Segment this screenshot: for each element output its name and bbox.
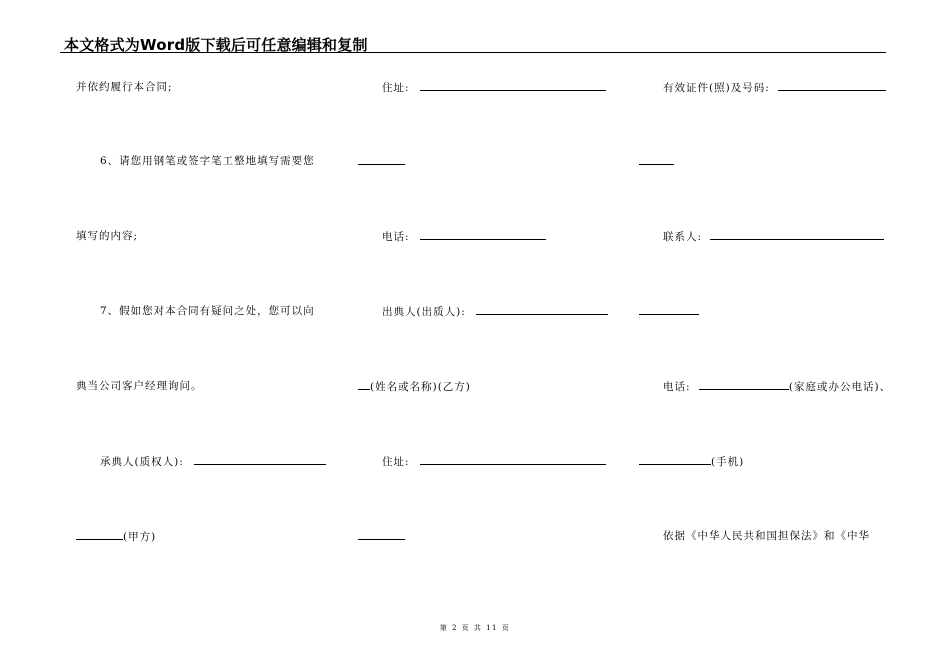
home-office-phone-note: (家庭或办公电话)、 bbox=[788, 381, 892, 393]
pledgee-line bbox=[100, 454, 326, 469]
contact-continuation-blank[interactable] bbox=[639, 304, 699, 315]
pledger-blank-field[interactable] bbox=[476, 304, 608, 315]
pledger-line bbox=[382, 304, 608, 319]
id-number-blank-field[interactable] bbox=[778, 80, 886, 91]
right-line-legal-basis: 依据《中华人民共和国担保法》和《中华 bbox=[663, 530, 870, 542]
pledgee-label: 承典人(质权人): bbox=[100, 456, 184, 468]
middle-blank-row-2 bbox=[358, 529, 405, 544]
party-b-label: (姓名或名称)(乙方) bbox=[370, 381, 471, 393]
left-line-4: 7、假如您对本合同有疑问之处，您可以向 bbox=[100, 305, 315, 317]
party-a-label: (甲方) bbox=[123, 531, 157, 543]
left-line-5: 典当公司客户经理询问。 bbox=[76, 380, 203, 392]
address-label-1: 住址: bbox=[382, 82, 410, 94]
phone-line-2 bbox=[663, 379, 891, 394]
id-number-label: 有效证件(照)及号码: bbox=[663, 82, 770, 94]
home-office-phone-blank[interactable] bbox=[699, 379, 789, 390]
address-blank-field-1[interactable] bbox=[420, 80, 606, 91]
mobile-label: (手机) bbox=[711, 456, 745, 468]
right-blank-row-1 bbox=[639, 154, 674, 169]
id-number-line bbox=[663, 80, 886, 95]
pledgee-blank-field[interactable] bbox=[194, 454, 326, 465]
header-divider bbox=[60, 52, 886, 53]
phone-label-2: 电话: bbox=[663, 381, 691, 393]
mobile-blank-field[interactable] bbox=[639, 454, 711, 465]
left-line-2: 6、请您用钢笔或签字笔工整地填写需要您 bbox=[100, 155, 315, 167]
party-a-blank-field[interactable] bbox=[76, 529, 123, 540]
contact-blank-field[interactable] bbox=[710, 229, 884, 240]
address-line-2 bbox=[382, 454, 606, 469]
address-continuation-blank-2[interactable] bbox=[358, 529, 405, 540]
address-line-1 bbox=[382, 80, 606, 95]
address-blank-field-2[interactable] bbox=[420, 454, 606, 465]
phone-blank-field-1[interactable] bbox=[420, 229, 546, 240]
contact-line bbox=[663, 229, 884, 244]
party-b-line bbox=[358, 379, 471, 394]
pledger-label: 出典人(出质人): bbox=[382, 306, 466, 318]
mobile-line bbox=[639, 454, 744, 469]
page-number-footer: 第 2 页 共 11 页 bbox=[439, 624, 511, 632]
party-a-line bbox=[76, 529, 156, 544]
id-number-continuation-blank[interactable] bbox=[639, 154, 674, 165]
address-label-2: 住址: bbox=[382, 456, 410, 468]
document-header-title: 本文格式为Word版下载后可任意编辑和复制 bbox=[64, 36, 368, 54]
party-b-name-blank[interactable] bbox=[358, 379, 370, 390]
address-continuation-blank-1[interactable] bbox=[358, 154, 405, 165]
left-line-1: 并依约履行本合同; bbox=[76, 81, 173, 93]
right-blank-row-2 bbox=[639, 304, 699, 319]
phone-label-1: 电话: bbox=[382, 231, 410, 243]
contact-label: 联系人: bbox=[663, 231, 703, 243]
middle-blank-row-1 bbox=[358, 154, 405, 169]
left-line-3: 填写的内容; bbox=[76, 230, 139, 242]
phone-line-1 bbox=[382, 229, 546, 244]
